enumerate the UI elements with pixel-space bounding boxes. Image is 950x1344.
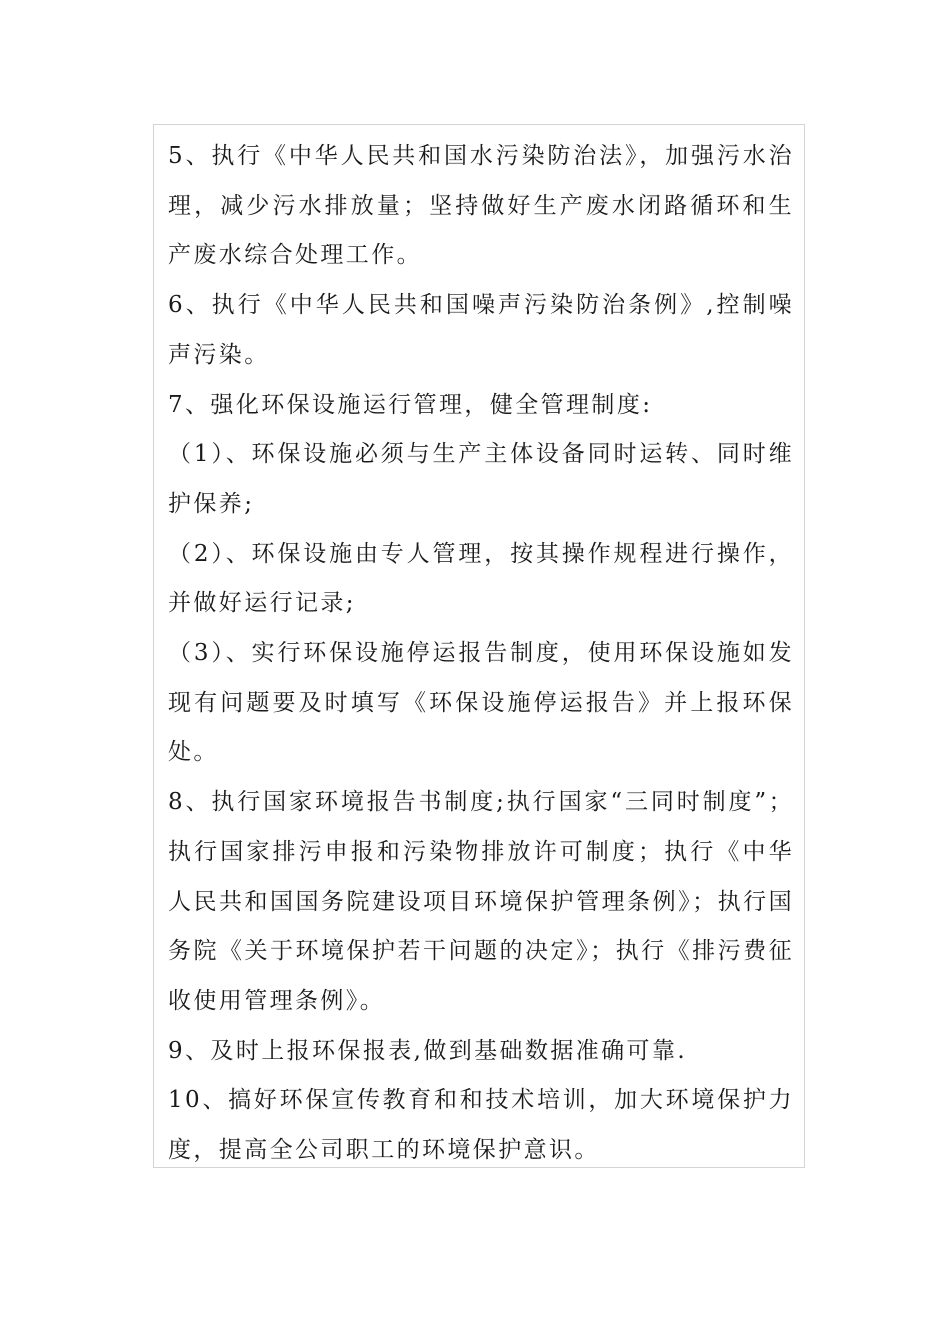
paragraph-item-6: 6、执行《中华人民共和国噪声污染防治条例》,控制噪声污染。 — [168, 292, 794, 368]
paragraph-subitem-3: （3）、实行环保设施停运报告制度，使用环保设施如发现有问题要及时填写《环保设施停运报告》并上报环保处。 — [168, 640, 794, 766]
paragraph-subitem-1: （1）、环保设施必须与生产主体设备同时运转、同时维护保养; — [168, 441, 794, 517]
paragraph-subitem-2: （2）、环保设施由专人管理，按其操作规程进行操作，并做好运行记录; — [168, 540, 794, 617]
paragraph-item-5: 5、执行《中华人民共和国水污染防治法》，加强污水治理，减少污水排放量；坚持做好生产废水闭路循环和生产废水综合处理工作。 — [168, 143, 794, 269]
document-text-box — [153, 124, 805, 1168]
paragraph-item-7: 7、强化环保设施运行管理，健全管理制度: — [168, 391, 653, 418]
paragraph-item-9: 9、及时上报环保报表,做到基础数据准确可靠. — [168, 1037, 688, 1064]
paragraph-item-8: 8、执行国家环境报告书制度;执行国家“三同时制度”；执行国家排污申报和污染物排放许可制度；执行《中华人民共和国国务院建设项目环境保护管理条例》；执行国务院《关于环境保护若干问题的决定》；执行《排污费征收使用管理条例》。 — [168, 789, 794, 1014]
paragraph-item-10: 10、搞好环保宣传教育和和技术培训，加大环境保护力度，提高全公司职工的环境保护意识。 — [168, 1087, 794, 1164]
